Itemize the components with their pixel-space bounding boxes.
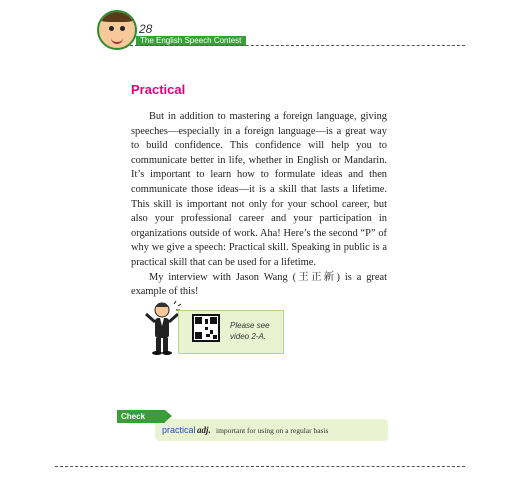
header-divider xyxy=(130,45,465,46)
paragraph: But in addition to mastering a foreign language, giving speeches—especially in a foreign language—is a great way to build confidence. This confidence will help you to communicate better in life, whether in English or Mandarin. It’s important to learn how to formulate ideas and then communicate those ideas—it is a skill that lasts a lifetime. This skill is important not only for your school career, but also your professional career and your participation in organizations outside of work. Aha! Here’s the second “P” of why we give a speech: Practical skill. Speaking in public is a practical skill that can be used for a lifetime. xyxy=(131,111,387,268)
check-here-arrow-icon xyxy=(165,410,172,422)
body-text xyxy=(131,110,387,300)
mascot-face-icon xyxy=(97,10,137,50)
footer-divider xyxy=(55,466,465,467)
vocab-part-of-speech: adj. xyxy=(197,425,211,435)
paragraph: My interview with Jason Wang (王正新) is a great example of this! xyxy=(131,271,387,298)
check-here-label: Check Here! xyxy=(117,410,165,423)
qr-code-icon[interactable] xyxy=(192,314,220,342)
section-title: Practical xyxy=(131,82,186,97)
vocab-word: practical xyxy=(162,425,196,435)
page-number: 28 xyxy=(139,22,153,36)
chapter-title: The English Speech Contest xyxy=(136,36,246,46)
vocab-definition: important for using on a regular basis xyxy=(216,426,329,435)
video-note: Please see video 2-A. xyxy=(230,321,270,341)
